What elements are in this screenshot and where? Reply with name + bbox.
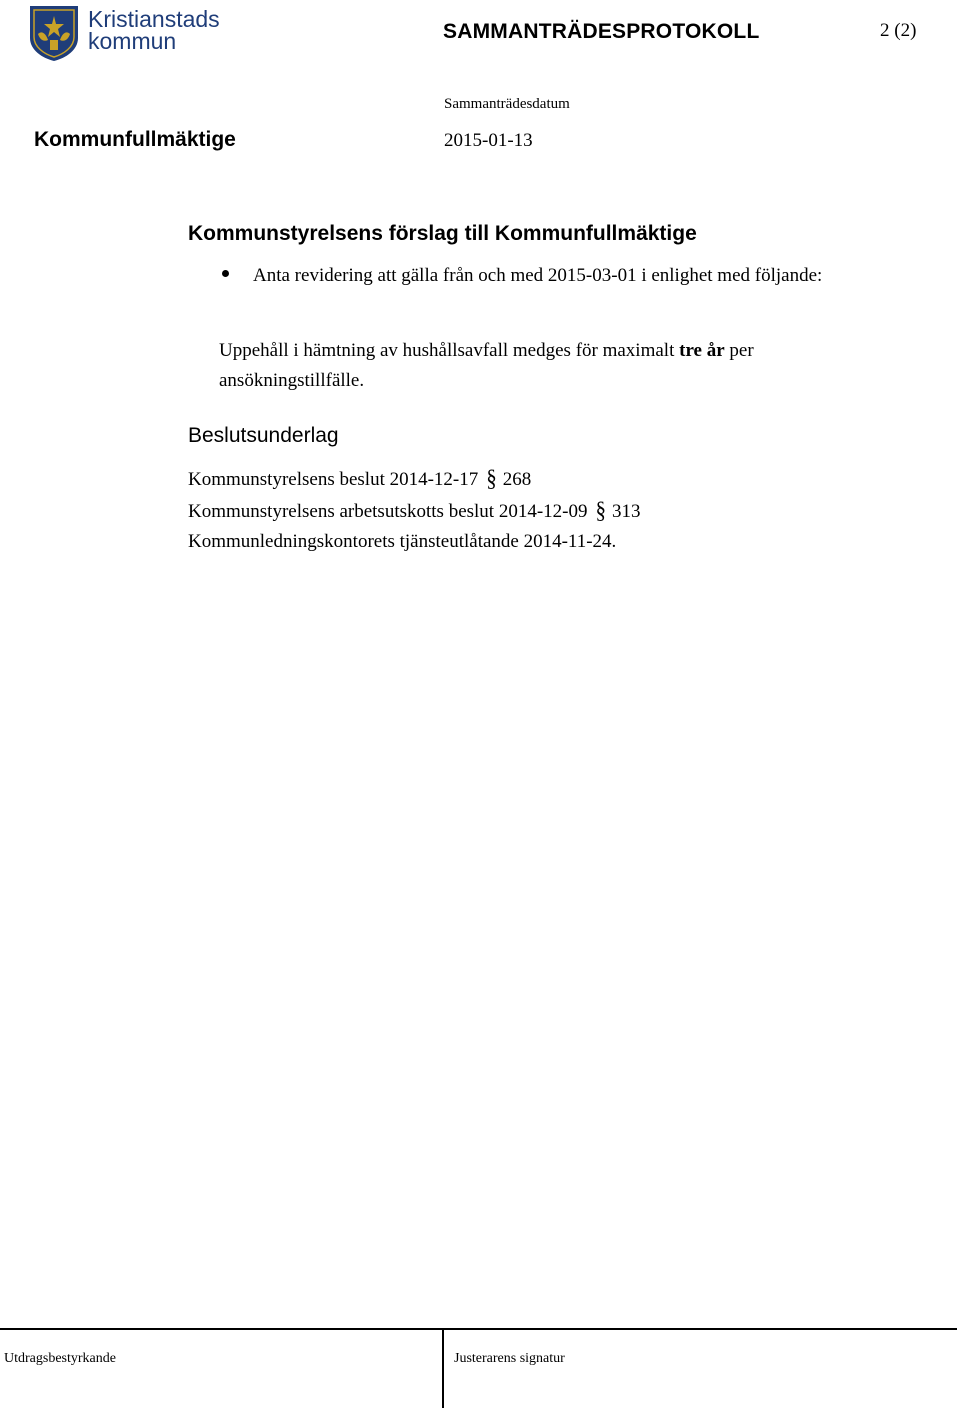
proposal-heading: Kommunstyrelsens förslag till Kommunfullmäktige: [188, 222, 697, 245]
bullet-icon: [222, 270, 229, 277]
basis-item: [188, 527, 641, 557]
basis-item-number: 313: [612, 501, 641, 522]
paragraph-bold-term: tre år: [679, 340, 725, 361]
logo-line-1: Kristianstads: [88, 6, 220, 32]
meeting-date: 2015-01-13: [444, 130, 533, 151]
basis-item-text: Kommunstyrelsens arbetsutskotts beslut 2014-12-09: [188, 501, 588, 522]
coat-of-arms-icon: [28, 4, 80, 62]
organization-name: Kommunfullmäktige: [34, 128, 236, 151]
basis-item: [188, 463, 641, 495]
meeting-date-label: Sammanträdesdatum: [444, 96, 570, 112]
basis-item-text: Kommunstyrelsens beslut 2014-12-17: [188, 469, 479, 490]
footer-column-divider: [442, 1328, 444, 1408]
kristianstads-kommun-logo: [28, 4, 228, 64]
document-type-title: SAMMANTRÄDESPROTOKOLL: [443, 20, 760, 43]
footer-divider: [0, 1328, 957, 1330]
logo-line-2: kommun: [88, 28, 177, 54]
basis-heading: Beslutsunderlag: [188, 424, 339, 447]
page-number: 2 (2): [880, 20, 917, 41]
basis-item-number: 268: [502, 469, 532, 490]
section-sign: §: [595, 496, 606, 524]
footer-certification-label: Utdragsbestyrkande: [4, 1351, 116, 1366]
proposal-paragraph: [219, 336, 859, 396]
basis-item-text: Kommunledningskontorets tjänsteutlåtande 2014-11-24.: [188, 531, 617, 552]
basis-item: [188, 495, 641, 527]
footer-signature-label: Justerarens signatur: [454, 1351, 565, 1366]
paragraph-text-end: per ansökningstillfälle.: [219, 340, 754, 391]
section-sign: §: [486, 464, 497, 492]
basis-list: [188, 463, 641, 557]
proposal-bullet-text: Anta revidering att gälla från och med 2015-03-01 i enlighet med följande:: [253, 265, 823, 286]
paragraph-text-start: Uppehåll i hämtning av hushållsavfall medges för maximalt: [219, 340, 680, 361]
